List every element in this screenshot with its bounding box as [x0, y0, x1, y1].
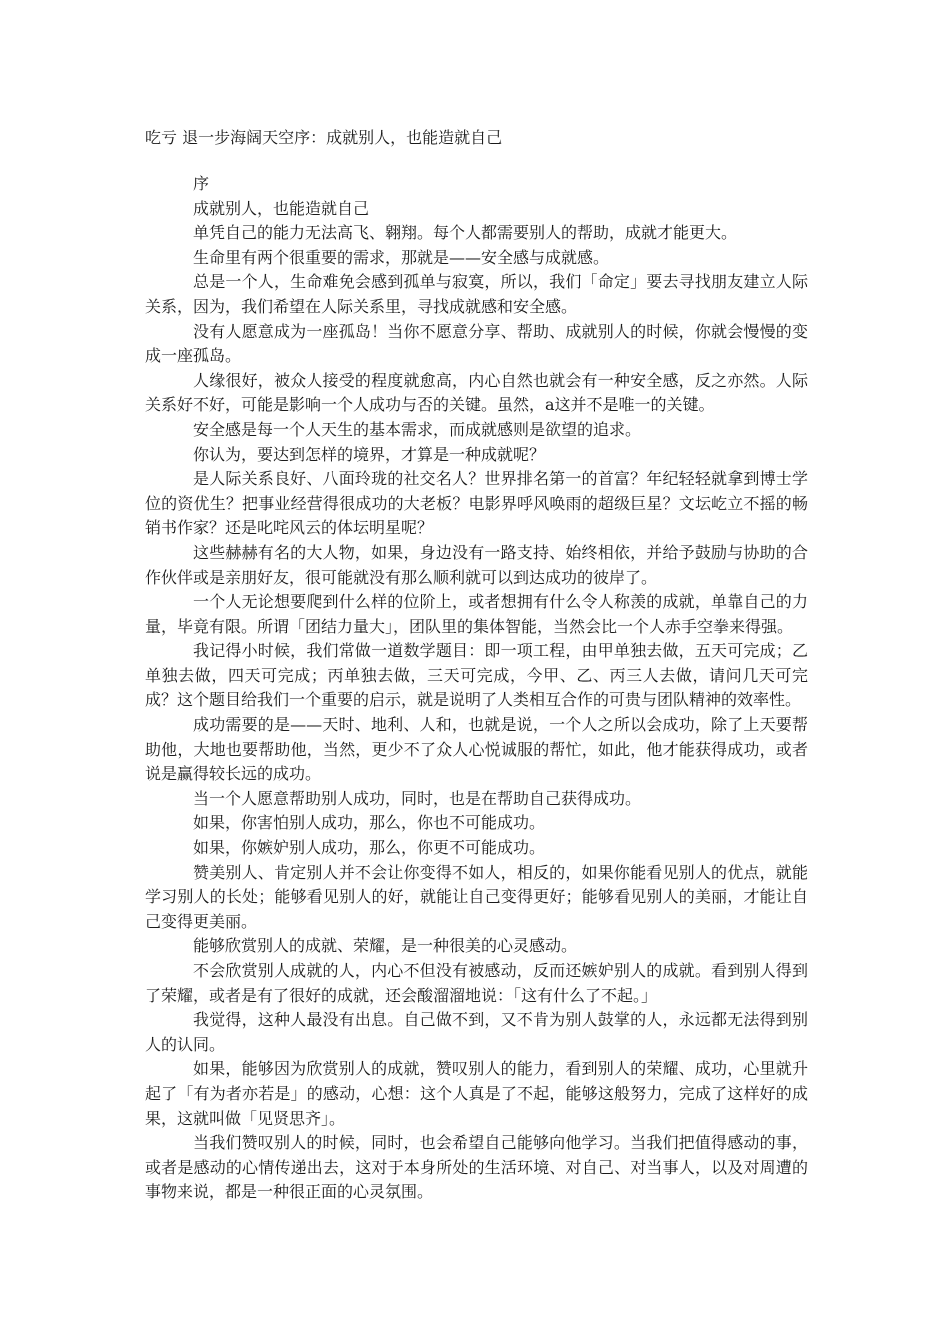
- paragraph: 人缘很好，被众人接受的程度就愈高，内心自然也就会有一种安全感，反之亦然。人际关系好不好，可能是影响一个人成功与否的关键。虽然，a这并不是唯一的关键。: [145, 370, 808, 415]
- paragraph: 单凭自己的能力无法高飞、翱翔。每个人都需要别人的帮助，成就才能更大。: [193, 223, 738, 243]
- paragraph: 生命里有两个很重要的需求，那就是——安全感与成就感。: [193, 247, 610, 267]
- paragraph: 能够欣赏别人的成就、荣耀，是一种很美的心灵感动。: [193, 936, 578, 956]
- paragraph: 没有人愿意成为一座孤岛！当你不愿意分享、帮助、成就别人的时候，你就会慢慢的变成一座孤岛。: [145, 321, 808, 366]
- paragraph: 我觉得，这种人最没有出息。自己做不到，又不肯为别人鼓掌的人，永远都无法得到别人的认同。: [145, 1010, 808, 1054]
- paragraph: 当一个人愿意帮助别人成功，同时，也是在帮助自己获得成功。: [193, 788, 642, 808]
- paragraph: 总是一个人，生命难免会感到孤单与寂寞，所以，我们「命定」要去寻找朋友建立人际关系，因为，我们希望在人际关系里，寻找成就感和安全感。: [145, 272, 808, 316]
- paragraph: 赞美别人、肯定别人并不会让你变得不如人，相反的，如果你能看见别人的优点，就能学习别人的长处；能够看见别人的好，就能让自己变得更好；能够看见别人的美丽，才能让自己变得更美丽。: [145, 862, 808, 931]
- paragraph: 我记得小时候，我们常做一道数学题目：即一项工程，由甲单独去做，五天可完成；乙单独去做，四天可完成；丙单独去做，三天可完成，今甲、乙、丙三人去做，请问几天可完成？这个题目给我们一个重要的启示，就是说明了人类相互合作的可贵与团队精神的效率性。: [145, 641, 808, 710]
- paragraph: 如果，能够因为欣赏别人的成就，赞叹别人的能力，看到别人的荣耀、成功，心里就升起了「有为者亦若是」的感动，心想：这个人真是了不起，能够这般努力，完成了这样好的成果，这就叫做「见贤思齐」。: [145, 1059, 808, 1128]
- document-body: [145, 172, 808, 1205]
- paragraph: 你认为，要达到怎样的境界，才算是一种成就呢？: [193, 444, 546, 464]
- paragraph: 不会欣赏别人成就的人，内心不但没有被感动，反而还嫉妒别人的成就。看到别人得到了荣耀，或者是有了很好的成就，还会酸溜溜地说：「这有什么了不起。」: [145, 961, 808, 1005]
- paragraph: 如果，你嫉妒别人成功，那么，你更不可能成功。: [193, 838, 546, 858]
- paragraph: 当我们赞叹别人的时候，同时，也会希望自己能够向他学习。当我们把值得感动的事，或者是感动的心情传递出去，这对于本身所处的生活环境、对自己、对当事人，以及对周遭的事物来说，都是一种很正面的心灵氛围。: [145, 1133, 808, 1202]
- paragraph: 成功需要的是——天时、地利、人和，也就是说，一个人之所以会成功，除了上天要帮助他，大地也要帮助他，当然，更少不了众人心悦诚服的帮忙，如此，他才能获得成功，或者说是赢得较长远的成功。: [145, 715, 808, 784]
- section-heading-preface: 序: [193, 174, 210, 193]
- document-title: 吃亏 退一步海阔天空序：成就别人，也能造就自己: [145, 128, 503, 147]
- paragraph: 这些赫赫有名的大人物，如果，身边没有一路支持、始终相依，并给予鼓励与协助的合作伙伴或是亲朋好友，很可能就没有那么顺利就可以到达成功的彼岸了。: [145, 542, 808, 587]
- paragraph: 安全感是每一个人天生的基本需求，而成就感则是欲望的追求。: [193, 419, 642, 439]
- paragraph: 一个人无论想要爬到什么样的位阶上，或者想拥有什么令人称羡的成就，单靠自己的力量，毕竟有限。所谓「团结力量大」，团队里的集体智能，当然会比一个人赤手空拳来得强。: [145, 592, 808, 636]
- paragraph: 是人际关系良好、八面玲珑的社交名人？世界排名第一的首富？年纪轻轻就拿到博士学位的资优生？把事业经营得很成功的大老板？电影界呼风唤雨的超级巨星？文坛屹立不摇的畅销书作家？还是叱咤风云的体坛明星呢？: [145, 469, 808, 538]
- paragraph: 如果，你害怕别人成功，那么，你也不可能成功。: [193, 813, 546, 833]
- section-subtitle: 成就别人，也能造就自己: [193, 198, 370, 218]
